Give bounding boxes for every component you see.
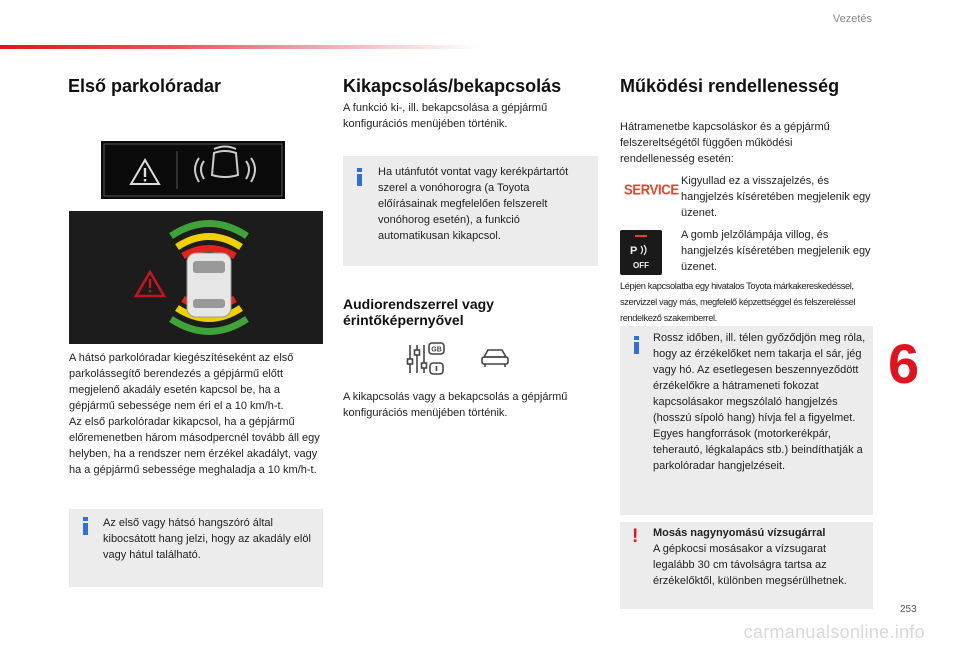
col2-title: Kikapcsolás/bekapcsolás — [343, 76, 562, 96]
car-icon — [480, 347, 510, 369]
col2-info-note: Ha utánfutót vontat vagy kerékpártartót szerel a vonóhorogra (a Toyota előírásainak megfelelően felszerelt vonóhorog esetén), a funkció automatikusan kikapcsol. — [378, 166, 569, 242]
watermark: carmanualsonline.info — [743, 622, 925, 642]
settings-gb-icon — [406, 341, 446, 377]
button-off-label: OFF — [633, 261, 649, 270]
col3-info-note: Rossz időben, ill. télen győződjön meg róla, hogy az érzékelőket nem takarja el sár, jég vagy hó. Az esetlegesen beszennyeződött érzékelőkre a hátrameneti fokozat kapcsolásakor megszólaló hangjelzés (hosszú sípoló hang) hívja fel a figyelmet. Egyes hangforrások (motorkerékpár, teherautó, légkalapács stb.) beindíthatják a parkolóradar hangjelzéseit. — [653, 332, 866, 472]
col2-intro: A funkció ki-, ill. bekapcsolása a gépjármű konfigurációs menüjében történik. — [343, 102, 548, 130]
col3-contact-note: Lépjen kapcsolatba egy hivatalos Toyota márkakereskedéssel, szervizzel vagy más, megfelelő képzettséggel és felszereléssel rendelkező szakemberrel. — [620, 281, 856, 323]
col1-info-note: Az első vagy hátsó hangszóró által kibocsátott hang jelzi, hogy az akadály elöl vagy hátul található. — [103, 517, 311, 561]
col3-warning-box — [620, 522, 873, 609]
page-number: 253 — [900, 604, 917, 615]
col3-info-box — [620, 326, 873, 515]
col3-warning-title: Mosás nagynyomású vízsugárral — [653, 527, 826, 539]
info-icon — [357, 168, 363, 184]
parking-sensor-button-icon — [620, 230, 662, 275]
col3-title: Működési rendellenesség — [620, 76, 840, 96]
dashboard-display-image — [101, 141, 285, 199]
section-label: Vezetés — [832, 13, 872, 25]
warning-exclamation-icon: ! — [632, 526, 639, 547]
button-indicator-light — [635, 235, 647, 237]
col3-warning-text: A gépkocsi mosásakor a vízsugarat legalább 30 cm távolságra tartsa az érzékelőktől, különben megsérülhetnek. — [653, 543, 847, 587]
col3-button-text: A gomb jelzőlámpája villog, és hangjelzés kíséretében megjelenik egy üzenet. — [681, 229, 871, 273]
col1-body: A hátsó parkolóradar kiegészítéseként az első parkolássegítő berendezés a gépjármű előtt megjelenő akadály esetén kapcsol be, ha a gépjármű sebessége nem éri el a 10 km/h-t. Az első parkolóradar kikapcsol, ha a gépjármű előremenetben három másodpercnél tovább áll egy helyben, ha a rendszer nem érzékel akadályt, vagy ha a gépjármű sebessége meghaladja a 10 km/h-t. — [69, 352, 320, 476]
col2-subtitle: Audiorendszerrel vagy érintőképernyővel — [343, 296, 494, 328]
col1-title: Első parkolóradar — [68, 76, 222, 96]
col1-info-box — [69, 509, 323, 587]
col3-service-text: Kigyullad ez a visszajelzés, és hangjelzés kíséretében megjelenik egy üzenet. — [681, 175, 871, 219]
parking-p-icon — [628, 242, 652, 258]
service-warning-icon: SERVICE — [624, 180, 679, 199]
col3-intro: Hátramenetbe kapcsoláskor és a gépjármű felszereltségétől függően működési rendellenesség esetén: — [620, 121, 830, 165]
svg-text:P: P — [630, 245, 638, 257]
chapter-number: 6 — [888, 332, 920, 395]
top-accent-bar — [0, 45, 480, 49]
col2-info-box — [343, 156, 598, 266]
svg-text:GB: GB — [431, 346, 442, 354]
col2-subtitle-text: A kikapcsolás vagy a bekapcsolás a gépjármű konfigurációs menüjében történik. — [343, 391, 568, 419]
info-icon — [634, 336, 640, 352]
info-icon — [83, 517, 89, 533]
parking-radar-screen-image — [69, 211, 323, 344]
